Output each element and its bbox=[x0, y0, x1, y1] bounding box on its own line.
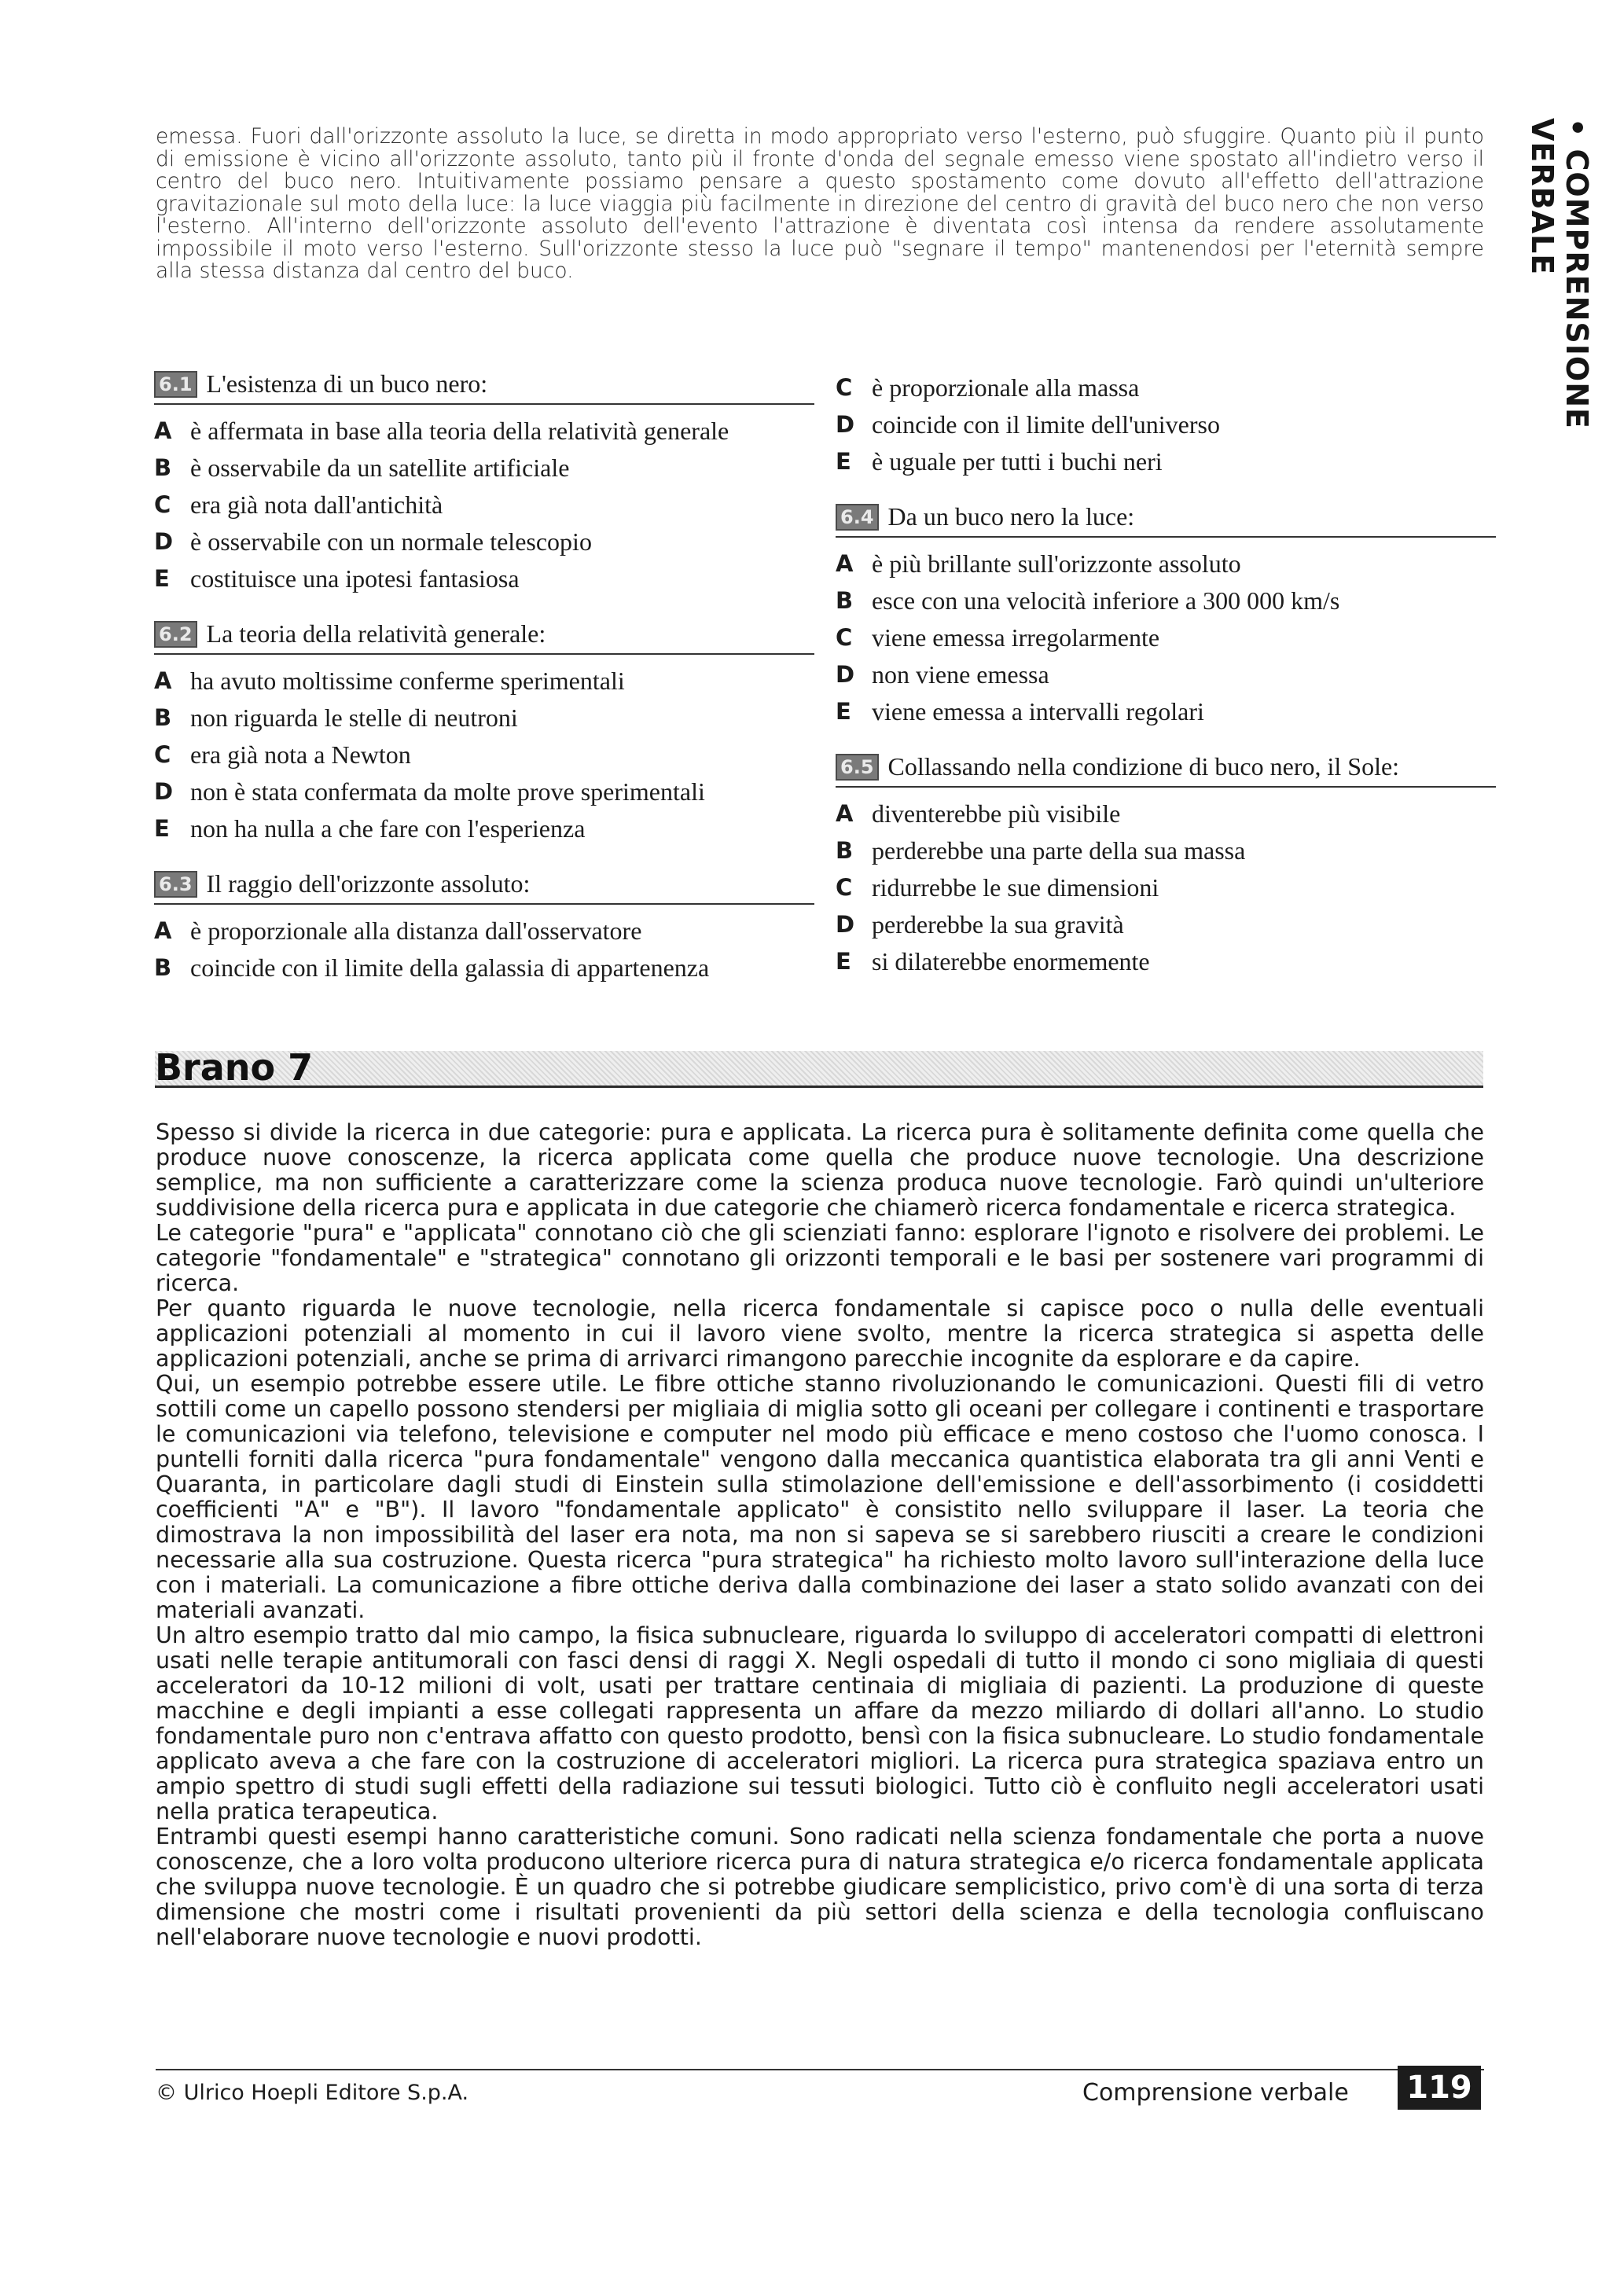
question-title: La teoria della relatività generale: bbox=[206, 619, 546, 648]
question-6-3-option-c bbox=[836, 369, 1496, 406]
option-key: A bbox=[836, 550, 854, 577]
option-key: D bbox=[154, 528, 174, 555]
question-number-badge: 6.2 bbox=[154, 621, 197, 648]
option-key: A bbox=[836, 800, 854, 827]
option-key: B bbox=[836, 837, 854, 864]
question-header bbox=[836, 752, 1496, 788]
option-key: B bbox=[154, 954, 172, 981]
brano-paragraph: Per quanto riguarda le nuove tecnologie, nella ricerca fondamentale si capisce poco o nulla delle eventuali applicazioni potenziali al momento in cui il lavoro viene svolto, mentre la ricerca strategica si aspetta delle applicazioni potenziali, anche se prima di arrivarci rimangono parecchie incognite da esplorare e da capire. bbox=[156, 1295, 1484, 1372]
option-key: C bbox=[154, 491, 171, 518]
question-6-1 bbox=[154, 369, 814, 597]
side-section-label: • COMPRENSIONE VERBALE bbox=[1525, 118, 1594, 429]
option-text: perderebbe una parte della sua massa bbox=[872, 836, 1246, 865]
option-text: era già nota dall'antichità bbox=[190, 490, 443, 519]
brano-paragraph: Entrambi questi esempi hanno caratteristiche comuni. Sono radicati nella scienza fondamentale che porta a nuove conoscenze, che a loro volta producono ulteriore ricerca pura di natura strategica e/o ricerca fondamentale applicata che sviluppa nuove tecnologie. È un quadro che si potrebbe giudicare semplicistico, privo com'è di una sorta di terza dimensione che mostri come i risultati provenienti da più settori della scienza e della tecnologia confluiscano nell'elaborare nuove tecnologie e nuovi prodotti. bbox=[156, 1824, 1484, 1950]
question-6-1-option-b bbox=[154, 450, 814, 487]
question-6-4-option-b bbox=[836, 582, 1496, 619]
question-6-2-option-e bbox=[154, 810, 814, 847]
question-6-3-option-d bbox=[836, 406, 1496, 443]
option-key: B bbox=[154, 704, 172, 731]
option-key: C bbox=[836, 374, 853, 401]
option-text: perderebbe la sua gravità bbox=[872, 910, 1124, 939]
brano-paragraph: Le categorie "pura" e "applicata" connotano ciò che gli scienziati fanno: esplorare l'ignoto e risolvere dei problemi. Le categorie "fondamentale" e "strategica" connotano gli orizzonti temporali e le basi per sostenere vari programmi di ricerca. bbox=[156, 1220, 1484, 1296]
question-6-3 bbox=[154, 869, 814, 986]
question-6-4-option-d bbox=[836, 656, 1496, 693]
option-key: C bbox=[154, 741, 171, 768]
question-title: L'esistenza di un buco nero: bbox=[206, 369, 488, 398]
question-number-badge: 6.1 bbox=[154, 371, 197, 398]
option-text: coincide con il limite dell'universo bbox=[872, 410, 1220, 439]
option-key: E bbox=[154, 565, 170, 592]
question-number-badge: 6.3 bbox=[154, 871, 197, 898]
question-6-4-option-c bbox=[836, 619, 1496, 656]
question-6-5-option-d bbox=[836, 906, 1496, 943]
option-key: A bbox=[154, 417, 172, 444]
option-text: è uguale per tutti i buchi neri bbox=[872, 447, 1163, 476]
option-key: E bbox=[836, 948, 851, 975]
option-key: B bbox=[836, 587, 854, 614]
option-text: ridurrebbe le sue dimensioni bbox=[872, 873, 1159, 902]
question-6-2 bbox=[154, 619, 814, 847]
option-key: E bbox=[836, 448, 851, 475]
option-text: non viene emessa bbox=[872, 660, 1049, 689]
question-6-2-option-a bbox=[154, 663, 814, 700]
question-title: Collassando nella condizione di buco nero, il Sole: bbox=[887, 752, 1400, 781]
question-number-badge: 6.4 bbox=[836, 504, 879, 531]
option-key: D bbox=[836, 911, 855, 938]
option-key: D bbox=[836, 661, 855, 688]
option-key: A bbox=[154, 917, 172, 944]
question-6-4-option-e bbox=[836, 693, 1496, 730]
option-key: D bbox=[836, 411, 855, 438]
option-text: era già nota a Newton bbox=[190, 740, 411, 769]
question-6-3-option-a bbox=[154, 913, 814, 950]
option-text: diventerebbe più visibile bbox=[872, 799, 1121, 828]
brano-title: Brano 7 bbox=[155, 1046, 314, 1089]
question-6-2-option-b bbox=[154, 700, 814, 737]
question-number-badge: 6.5 bbox=[836, 754, 879, 781]
option-text: è più brillante sull'orizzonte assoluto bbox=[872, 549, 1241, 578]
footer-divider bbox=[156, 2069, 1484, 2070]
option-text: si dilaterebbe enormemente bbox=[872, 947, 1150, 975]
option-key: C bbox=[836, 624, 853, 651]
option-text: ha avuto moltissime conferme sperimentali bbox=[190, 667, 625, 695]
questions-right-column bbox=[836, 369, 1496, 1002]
option-text: è osservabile con un normale telescopio bbox=[190, 527, 592, 556]
question-header bbox=[154, 869, 814, 905]
question-6-4 bbox=[836, 502, 1496, 730]
question-title: Da un buco nero la luce: bbox=[887, 502, 1135, 531]
question-6-3-option-e bbox=[836, 443, 1496, 480]
option-key: B bbox=[154, 454, 172, 481]
footer-copyright: © Ulrico Hoepli Editore S.p.A. bbox=[156, 2081, 469, 2105]
question-6-3-option-b bbox=[154, 950, 814, 986]
intro-paragraph: emessa. Fuori dall'orizzonte assoluto la luce, se diretta in modo appropriato verso l'esterno, può sfuggire. Quanto più il punto di emissione è vicino all'orizzonte assoluto, tanto più il fronte d'onda del segnale emesso viene spostato all'indietro verso il centro del buco nero. Intuitivamente possiamo pensare a questo spostamento come dovuto all'effetto dell'attrazione gravitazionale sul moto della luce: la luce viaggia più facilmente in direzione del centro di gravità del buco nero che non verso l'esterno. All'interno dell'orizzonte assoluto dell'evento l'attrazione è diventata così intensa da rendere assolutamente impossibile il moto verso l'esterno. Sull'orizzonte stesso la luce può "segnare il tempo" mantenendosi per l'eternità sempre alla stessa distanza dal centro del buco. bbox=[156, 124, 1484, 283]
option-text: viene emessa a intervalli regolari bbox=[872, 697, 1204, 726]
brano-paragraph: Un altro esempio tratto dal mio campo, la fisica subnucleare, riguarda lo sviluppo di acceleratori compatti di elettroni usati nelle terapie antitumorali con fasci densi di raggi X. Negli ospedali di tutto il mondo ci sono migliaia di questi acceleratori da 10-12 milioni di volt, usati per trattare centinaia di migliaia di pazienti. La produzione di queste macchine e degli impianti a esse collegati rappresenta un affare da mezzo miliardo di dollari all'anno. Lo studio fondamentale puro non c'entrava affatto con questo prodotto, bensì con la fisica subnucleare. Lo studio fondamentale applicato aveva a che fare con la costruzione di acceleratori migliori. La ricerca pura strategica spaziava entro un ampio spettro di studi sugli effetti della radiazione sui tessuti biologici. Tutto ciò è confluito negli acceleratori usati nella pratica terapeutica. bbox=[156, 1622, 1484, 1824]
question-6-1-option-e bbox=[154, 560, 814, 597]
option-text: non ha nulla a che fare con l'esperienza bbox=[190, 814, 586, 843]
option-text: non è stata confermata da molte prove sperimentali bbox=[190, 777, 705, 806]
brano-header bbox=[155, 1046, 1483, 1089]
question-title: Il raggio dell'orizzonte assoluto: bbox=[206, 869, 531, 898]
option-text: non riguarda le stelle di neutroni bbox=[190, 703, 518, 732]
question-6-1-option-a bbox=[154, 413, 814, 450]
option-text: è proporzionale alla distanza dall'osservatore bbox=[190, 917, 642, 945]
question-6-2-option-c bbox=[154, 737, 814, 773]
question-6-5 bbox=[836, 752, 1496, 980]
option-key: E bbox=[836, 698, 851, 725]
question-6-1-option-d bbox=[154, 523, 814, 560]
option-text: è osservabile da un satellite artificiale bbox=[190, 454, 570, 482]
question-6-5-option-a bbox=[836, 795, 1496, 832]
option-key: D bbox=[154, 778, 174, 805]
option-key: A bbox=[154, 667, 172, 694]
question-6-4-option-a bbox=[836, 546, 1496, 582]
question-6-5-option-c bbox=[836, 869, 1496, 906]
footer-section: Comprensione verbale bbox=[1082, 2079, 1349, 2107]
question-header bbox=[154, 369, 814, 405]
question-6-5-option-e bbox=[836, 943, 1496, 980]
question-6-2-option-d bbox=[154, 773, 814, 810]
option-key: C bbox=[836, 874, 853, 901]
option-text: costituisce una ipotesi fantasiosa bbox=[190, 564, 520, 593]
brano-paragraph: Spesso si divide la ricerca in due categorie: pura e applicata. La ricerca pura è solitamente definita come quella che produce nuove conoscenze, la ricerca applicata come quella che produce nuove tecnologie. Una descrizione semplice, ma non sufficiente a caratterizzare come la scienza produca nuove tecnologie. Farò quindi un'ulteriore suddivisione della ricerca pura e applicata in due categorie che chiamerò ricerca fondamentale e ricerca strategica. bbox=[156, 1119, 1484, 1221]
option-text: viene emessa irregolarmente bbox=[872, 623, 1160, 652]
question-header bbox=[154, 619, 814, 655]
question-6-3-continued bbox=[836, 369, 1496, 480]
option-text: è proporzionale alla massa bbox=[872, 373, 1140, 402]
question-header bbox=[836, 502, 1496, 538]
question-6-1-option-c bbox=[154, 487, 814, 523]
brano-paragraph: Qui, un esempio potrebbe essere utile. Le fibre ottiche stanno rivoluzionando le comunicazioni. Questi fili di vetro sottili come un capello possono stendersi per migliaia di miglia sotto gli oceani per collegare i continenti e trasportare le comunicazioni via telefono, televisione e computer nel modo più efficace e meno costoso che l'uomo conosca. I puntelli forniti dalla ricerca "pura fondamentale" vengono dalla meccanica quantistica elaborata tra gli anni Venti e Quaranta, in particolare dagli studi di Einstein sulla stimolazione dell'emissione e dell'assorbimento (i cosiddetti coefficienti "A" e "B"). Il lavoro "fondamentale applicato" è consistito nello sviluppare il laser. La teoria che dimostrava la non impossibilità del laser era nota, ma non si sapeva se si sarebbero riusciti a creare le condizioni necessarie alla sua costruzione. Questa ricerca "pura strategica" ha richiesto molto lavoro sull'interazione della luce con i materiali. La comunicazione a fibre ottiche deriva dalla combinazione dei laser a stato solido avanzati con dei materiali avanzati. bbox=[156, 1371, 1484, 1623]
option-text: coincide con il limite della galassia di appartenenza bbox=[190, 953, 710, 982]
brano-body bbox=[156, 1120, 1484, 1950]
page-number: 119 bbox=[1398, 2066, 1481, 2110]
option-key: E bbox=[154, 815, 170, 842]
questions-left-column bbox=[154, 369, 814, 1008]
option-text: esce con una velocità inferiore a 300 000 km/s bbox=[872, 586, 1340, 615]
option-text: è affermata in base alla teoria della relatività generale bbox=[190, 417, 729, 445]
question-6-5-option-b bbox=[836, 832, 1496, 869]
